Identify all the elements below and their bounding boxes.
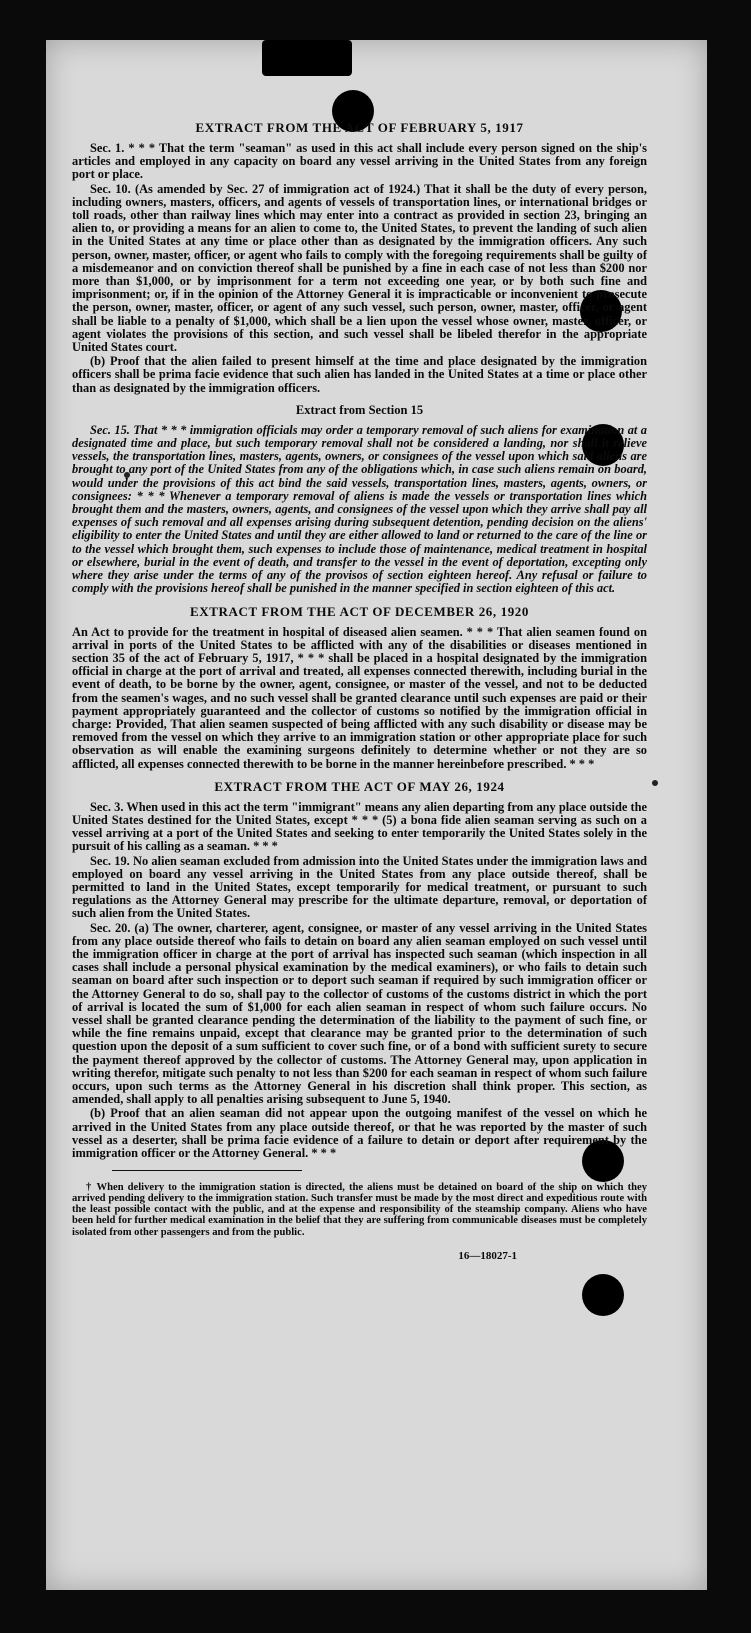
footnote-divider [112, 1170, 302, 1171]
paragraph-sec-15: Sec. 15. That * * * immigration officials may order a temporary removal of such aliens for examination at a designated time and place, but such temporary removal shall not be considered a landing, nor shall it relieve vessels, the transportation lines, masters, agents, owners, or consignees of the vessel upon which said aliens are brought to any port of the United States from any of the obligations which, in case such aliens remain on board, would under the provisions of this act bind the said vessels, transportation lines, masters, agents, owners, or consignees: * * * Whenever a temporary removal of aliens is made the vessels or transportation lines which brought them and the masters, owners, agents, and consignees of the vessel upon which they arrive shall pay all expenses of such removal and all expenses arising during subsequent detention, pending decision on the aliens' eligibility to enter the United States and until they are either allowed to land or returned to the care of the line or to the vessel which brought them, such expenses to include those of maintenance, medical treatment in hospital or elsewhere, burial in the event of death, and transfer to the vessel in the event of deportation, excepting only where they arise under the terms of any of the provisos of section eighteen hereof. Any refusal or failure to comply with the provisions hereof shall be punished in the manner specified in section eighteen of this act. [72, 422, 647, 596]
paragraph-sec-10: Sec. 10. (As amended by Sec. 27 of immigration act of 1924.) That it shall be the duty of every person, including owners, masters, officers, and agents of vessels of transportation lines, or international bridges or toll roads, other than railway lines which may enter into a contract as provided in section 23, bringing an alien to, or providing a means for an alien to come to, the United States, to prevent the landing of such alien in the United States at any time or place other than as designated by the immigration officers. Any such person, owner, master, officer, or agent who fails to comply with the foregoing requirements shall be guilty of a misdemeanor and on conviction thereof shall be punished by a fine in each case of not less than $200 nor more than $1,000, or by imprisonment for a term not exceeding one year, or by both such fine and imprisonment; or, if in the opinion of the Attorney General it is impracticable or inconvenient to prosecute the person, owner, master, officer, or agent of any such vessel, such person, owner, master, officer, or agent shall be liable to a penalty of $1,000, which shall be a lien upon the vessel whose owner, master, officer, or agent violates the provisions of this section, and such vessel shall be libeled therefor in the appropriate United States court. [72, 181, 647, 355]
punch-hole [582, 1274, 624, 1316]
section-subheading-15: Extract from Section 15 [295, 402, 424, 417]
paragraph-sec-20-a: Sec. 20. (a) The owner, charterer, agent, consignee, or master of any vessel arriving in the United States from any place outside thereof who fails to detain on board any alien seaman employed on such vessel until the immigration officer in charge at the port of arrival has inspected such seaman (which inspection in all cases shall include a personal physical examination by the medical examiners), or who fails to detain such seaman on board after such inspection or to deport such seaman if required by such immigration officer or the Attorney General to do so, shall pay to the collector of customs of the customs district in which the port of arrival is located the sum of $1,000 for each alien seaman in respect of whom such failure occurs. No vessel shall be granted clearance pending the determination of the liability to the payment of such fine, or while the fine remains unpaid, except that clearance may be granted prior to the determination of such question upon the deposit of a sum sufficient to cover such fine, or of a bond with sufficient surety to secure the payment thereof approved by the collector of customs. The Attorney General may, upon application in writing therefor, mitigate such penalty to not less than $200 for each seaman in respect of whom such failure occurs, upon such terms as the Attorney General in his discretion shall think proper. This section, as amended, shall apply to all penalties arising subsequent to June 5, 1940. [72, 920, 647, 1107]
section-heading-1924: EXTRACT FROM THE ACT OF MAY 26, 1924 [214, 778, 505, 794]
paragraph-sec-3: Sec. 3. When used in this act the term "immigrant" means any alien departing from any place outside the United States destined for the United States, except * * * (5) a bona fide alien seaman serving as such on a vessel arriving at a port of the United States and seeking to enter temporarily the United States solely in the pursuit of his calling as a seaman. * * * [72, 799, 647, 854]
paragraph-sec-19: Sec. 19. No alien seaman excluded from admission into the United States under the immigration laws and employed on board any vessel arriving in the United States from any place outside thereof, shall be permitted to land in the United States, except temporarily for medical treatment, or pursuant to such regulations as the Attorney General may prescribe for the ultimate departure, removal, or deportation of such alien from the United States. [72, 853, 647, 921]
form-number: 16—18027-1 [458, 1249, 517, 1262]
paragraph-act-1920: An Act to provide for the treatment in hospital of diseased alien seamen. * * * That alien seamen found on arrival in ports of the United States to be afflicted with any of the disabilities or diseases mentioned in section 35 of the act of February 5, 1917, * * * shall be placed in a hospital designated by the immigration official in charge at the port of arrival and treated, all expenses connected therewith, including burial in the event of death, to be borne by the owner, agent, consignee, or master of the vessel, and not to be deducted from the seamen's wages, and no such vessel shall be granted clearance until such expenses are paid or their payment appropriately guaranteed and the collector of customs so notified by the immigration official in charge: Provided, That alien seamen suspected of being afflicted with any such disability or disease may be removed from the vessel on which they arrive to an immigration station or other appropriate place for such observation as will enable the examining surgeons definitely to determine whether or not they are so afflicted, all expenses connected therewith to be borne in the manner hereinbefore prescribed. * * * [72, 624, 647, 771]
paragraph-sec-1: Sec. 1. * * * That the term "seaman" as used in this act shall include every person signed on the ship's articles and employed in any capacity on board any vessel arriving in the United States from any foreign port or place. [72, 141, 647, 182]
paper-speck [652, 780, 658, 786]
section-heading-1920: EXTRACT FROM THE ACT OF DECEMBER 26, 1920 [189, 603, 530, 619]
paragraph-sec-20-b: (b) Proof that an alien seaman did not appear upon the outgoing manifest of the vessel on which he arrived in the United States from any place outside thereof, or that he was reported by the master of such vessel as a deserter, shall be prima facie evidence of a failure to detain or deport after requirement by the immigration officer or the Attorney General. * * * [72, 1106, 647, 1161]
paragraph-sec-10-b: (b) Proof that the alien failed to present himself at the time and place designated by the immigration officers shall be prima facie evidence that such alien has landed in the United States at a time or place other than as designated by the immigration officers. [72, 354, 647, 395]
binder-tab [262, 40, 352, 76]
footnote: † When delivery to the immigration station is directed, the aliens must be detained on board of the ship on which they arrived pending delivery to the immigration station. Such transfer must be made by the most direct and expeditious route with the least possible contact with the public, and at the expense and responsibility of the steamship company. Aliens who have been held for further medical examination in the belief that they are suffering from communicable diseases must be completely isolated from other passengers and from the public. [72, 1181, 647, 1238]
document-body [72, 112, 647, 1262]
section-heading-1917: EXTRACT FROM THE ACT OF FEBRUARY 5, 1917 [195, 120, 524, 135]
